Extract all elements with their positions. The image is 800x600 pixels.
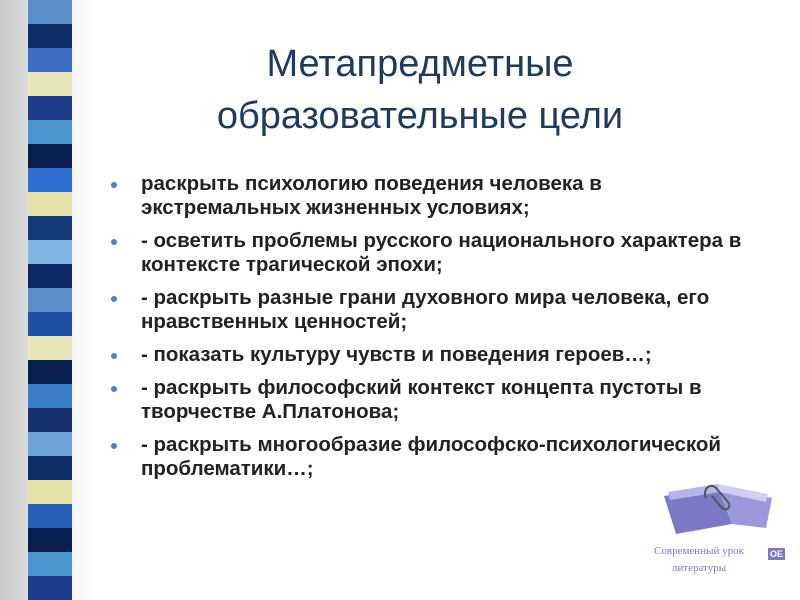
goal-text: - раскрыть философский контекст концепта пустоты в творчестве А.Платонова; — [141, 376, 702, 423]
stripe — [28, 480, 72, 504]
stripe — [28, 504, 72, 528]
bullet-dot-icon — [111, 239, 117, 245]
goals-list — [108, 172, 748, 490]
stripe — [28, 24, 72, 48]
stripe — [28, 192, 72, 216]
stripe — [28, 360, 72, 384]
book-with-paperclip-icon — [654, 468, 784, 538]
bullet-dot-icon — [111, 386, 117, 392]
stripe — [28, 120, 72, 144]
goal-text: раскрыть психологию поведения человека в экстремальных жизненных условиях; — [141, 172, 602, 219]
stripe — [28, 72, 72, 96]
stripe — [28, 288, 72, 312]
goal-item — [108, 376, 748, 424]
decorative-stripes — [28, 0, 72, 600]
goal-item — [108, 343, 748, 367]
bullet-dot-icon — [111, 353, 117, 359]
goal-item — [108, 229, 748, 277]
stripe — [28, 432, 72, 456]
bullet-dot-icon — [111, 443, 117, 449]
stripe — [28, 144, 72, 168]
stripe — [28, 312, 72, 336]
stripe — [28, 552, 72, 576]
stripe — [28, 168, 72, 192]
stripe — [28, 408, 72, 432]
stripe — [28, 384, 72, 408]
stripe — [28, 48, 72, 72]
goal-text: - раскрыть разные грани духовного мира человека, его нравственных ценностей; — [141, 286, 710, 333]
slide-title: Метапредметные образовательные цели — [216, 43, 624, 137]
stripe — [28, 216, 72, 240]
goal-text: - показать культуру чувств и поведения героев…; — [141, 343, 652, 366]
stripe — [28, 576, 72, 600]
bullet-dot-icon — [111, 296, 117, 302]
stripe — [28, 0, 72, 24]
stripe — [28, 528, 72, 552]
stripe — [28, 336, 72, 360]
goal-text: - осветить проблемы русского национального характера в контексте трагической эпохи; — [141, 229, 742, 276]
goal-text: - раскрыть многообразие философско-психологической проблематики…; — [141, 433, 721, 480]
logo-badge: OE — [770, 549, 784, 559]
footer-caption: Современный урок литературы — [654, 545, 744, 574]
goal-item — [108, 433, 748, 481]
stripe — [28, 240, 72, 264]
goal-item — [108, 172, 748, 220]
stripe — [28, 96, 72, 120]
stripe — [28, 456, 72, 480]
goal-item — [108, 286, 748, 334]
bullet-dot-icon — [111, 182, 117, 188]
stripe — [28, 264, 72, 288]
